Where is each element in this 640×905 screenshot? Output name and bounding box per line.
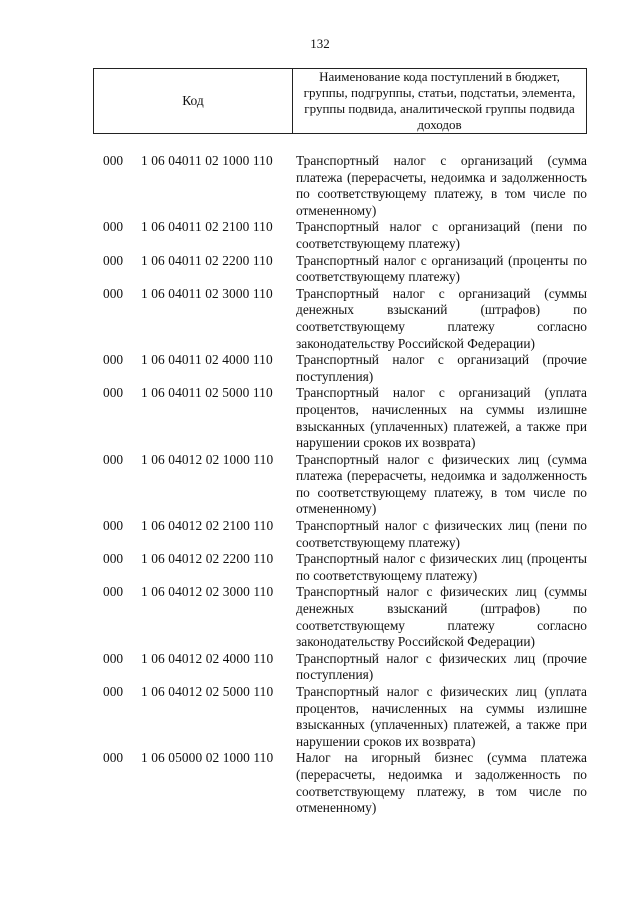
admin-code: 000 <box>103 219 124 235</box>
admin-code: 000 <box>103 650 124 666</box>
revenue-name: Транспортный налог с физических лиц (прочие поступления) <box>296 650 587 683</box>
admin-code: 000 <box>103 252 124 268</box>
table-row <box>0 584 640 650</box>
revenue-code: 1 06 04012 02 3000 110 <box>141 584 274 600</box>
table-row <box>0 452 640 518</box>
revenue-name: Транспортный налог с физических лиц (сумма платежа (перерасчеты, недоимка и задолженность по соответствующему платежу, в том числе по отмененному) <box>296 451 587 517</box>
revenue-code: 1 06 04011 02 5000 110 <box>141 385 273 401</box>
revenue-code: 1 06 04012 02 1000 110 <box>141 451 274 467</box>
table-row <box>0 253 640 286</box>
revenue-name: Транспортный налог с физических лиц (пени по соответствующему платежу) <box>296 518 587 550</box>
table-row <box>0 352 640 385</box>
admin-code: 000 <box>103 153 124 168</box>
revenue-name: Налог на игорный бизнес (сумма платежа (перерасчеты, недоимка и задолженность по соответствующему платежу, в том числе по отмененному) <box>296 750 587 816</box>
revenue-code: 1 06 04011 02 3000 110 <box>141 285 273 301</box>
table-row <box>0 750 640 816</box>
header-name-cell: Наименование кода поступлений в бюджет, группы, подгруппы, статьи, подстатьи, элемента, группы подвида, аналитической группы подвида доходов <box>303 69 576 132</box>
header-code-cell: Код <box>94 69 293 133</box>
admin-code: 000 <box>103 551 124 567</box>
revenue-name: Транспортный налог с физических лиц (суммы денежных взысканий (штрафов) по соответствующему платежу согласно законодательству Российской Федерации) <box>296 584 587 650</box>
table-row <box>0 551 640 584</box>
admin-code: 000 <box>103 352 124 368</box>
table-row <box>0 518 640 551</box>
table-row <box>0 684 640 750</box>
admin-code: 000 <box>103 385 124 401</box>
table-row <box>0 286 640 352</box>
revenue-code: 1 06 04011 02 4000 110 <box>141 352 273 368</box>
revenue-name: Транспортный налог с физических лиц (проценты по соответствующему платежу) <box>296 551 587 583</box>
admin-code: 000 <box>103 684 124 699</box>
table-header <box>93 68 587 134</box>
revenue-code: 1 06 04012 02 5000 110 <box>141 684 274 699</box>
revenue-name: Транспортный налог с организаций (проценты по соответствующему платежу) <box>296 252 587 285</box>
revenue-code: 1 06 05000 02 1000 110 <box>141 750 274 766</box>
revenue-name: Транспортный налог с организаций (уплата процентов, начисленных на суммы излишне взысканных (уплаченных) платежей, а также при нарушении сроков их возврата) <box>296 385 587 451</box>
revenue-name: Транспортный налог с организаций (сумма платежа (перерасчеты, недоимка и задолженность по соответствующему платежу, в том числе по отмененному) <box>296 153 587 218</box>
table-row <box>0 153 640 219</box>
revenue-code: 1 06 04011 02 2200 110 <box>141 252 273 268</box>
revenue-code: 1 06 04011 02 1000 110 <box>141 153 273 168</box>
admin-code: 000 <box>103 584 124 600</box>
revenue-name: Транспортный налог с организаций (прочие поступления) <box>296 352 587 384</box>
revenue-code: 1 06 04012 02 2200 110 <box>141 551 274 567</box>
table-row <box>0 651 640 684</box>
page-number: 132 <box>310 36 330 51</box>
revenue-name: Транспортный налог с организаций (суммы денежных взысканий (штрафов) по соответствующему платежу согласно законодательству Российской Федерации) <box>296 285 587 351</box>
admin-code: 000 <box>103 750 124 766</box>
revenue-code-list <box>0 153 640 817</box>
revenue-name: Транспортный налог с физических лиц (уплата процентов, начисленных на суммы излишне взысканных (уплаченных) платежей, а также при нарушении сроков их возврата) <box>296 684 587 749</box>
revenue-name: Транспортный налог с организаций (пени по соответствующему платежу) <box>296 219 587 251</box>
revenue-code: 1 06 04012 02 4000 110 <box>141 650 274 666</box>
admin-code: 000 <box>103 518 124 534</box>
revenue-code: 1 06 04011 02 2100 110 <box>141 219 273 235</box>
table-row <box>0 385 640 451</box>
revenue-code: 1 06 04012 02 2100 110 <box>141 518 274 534</box>
admin-code: 000 <box>103 285 124 301</box>
table-row <box>0 219 640 252</box>
admin-code: 000 <box>103 451 124 467</box>
